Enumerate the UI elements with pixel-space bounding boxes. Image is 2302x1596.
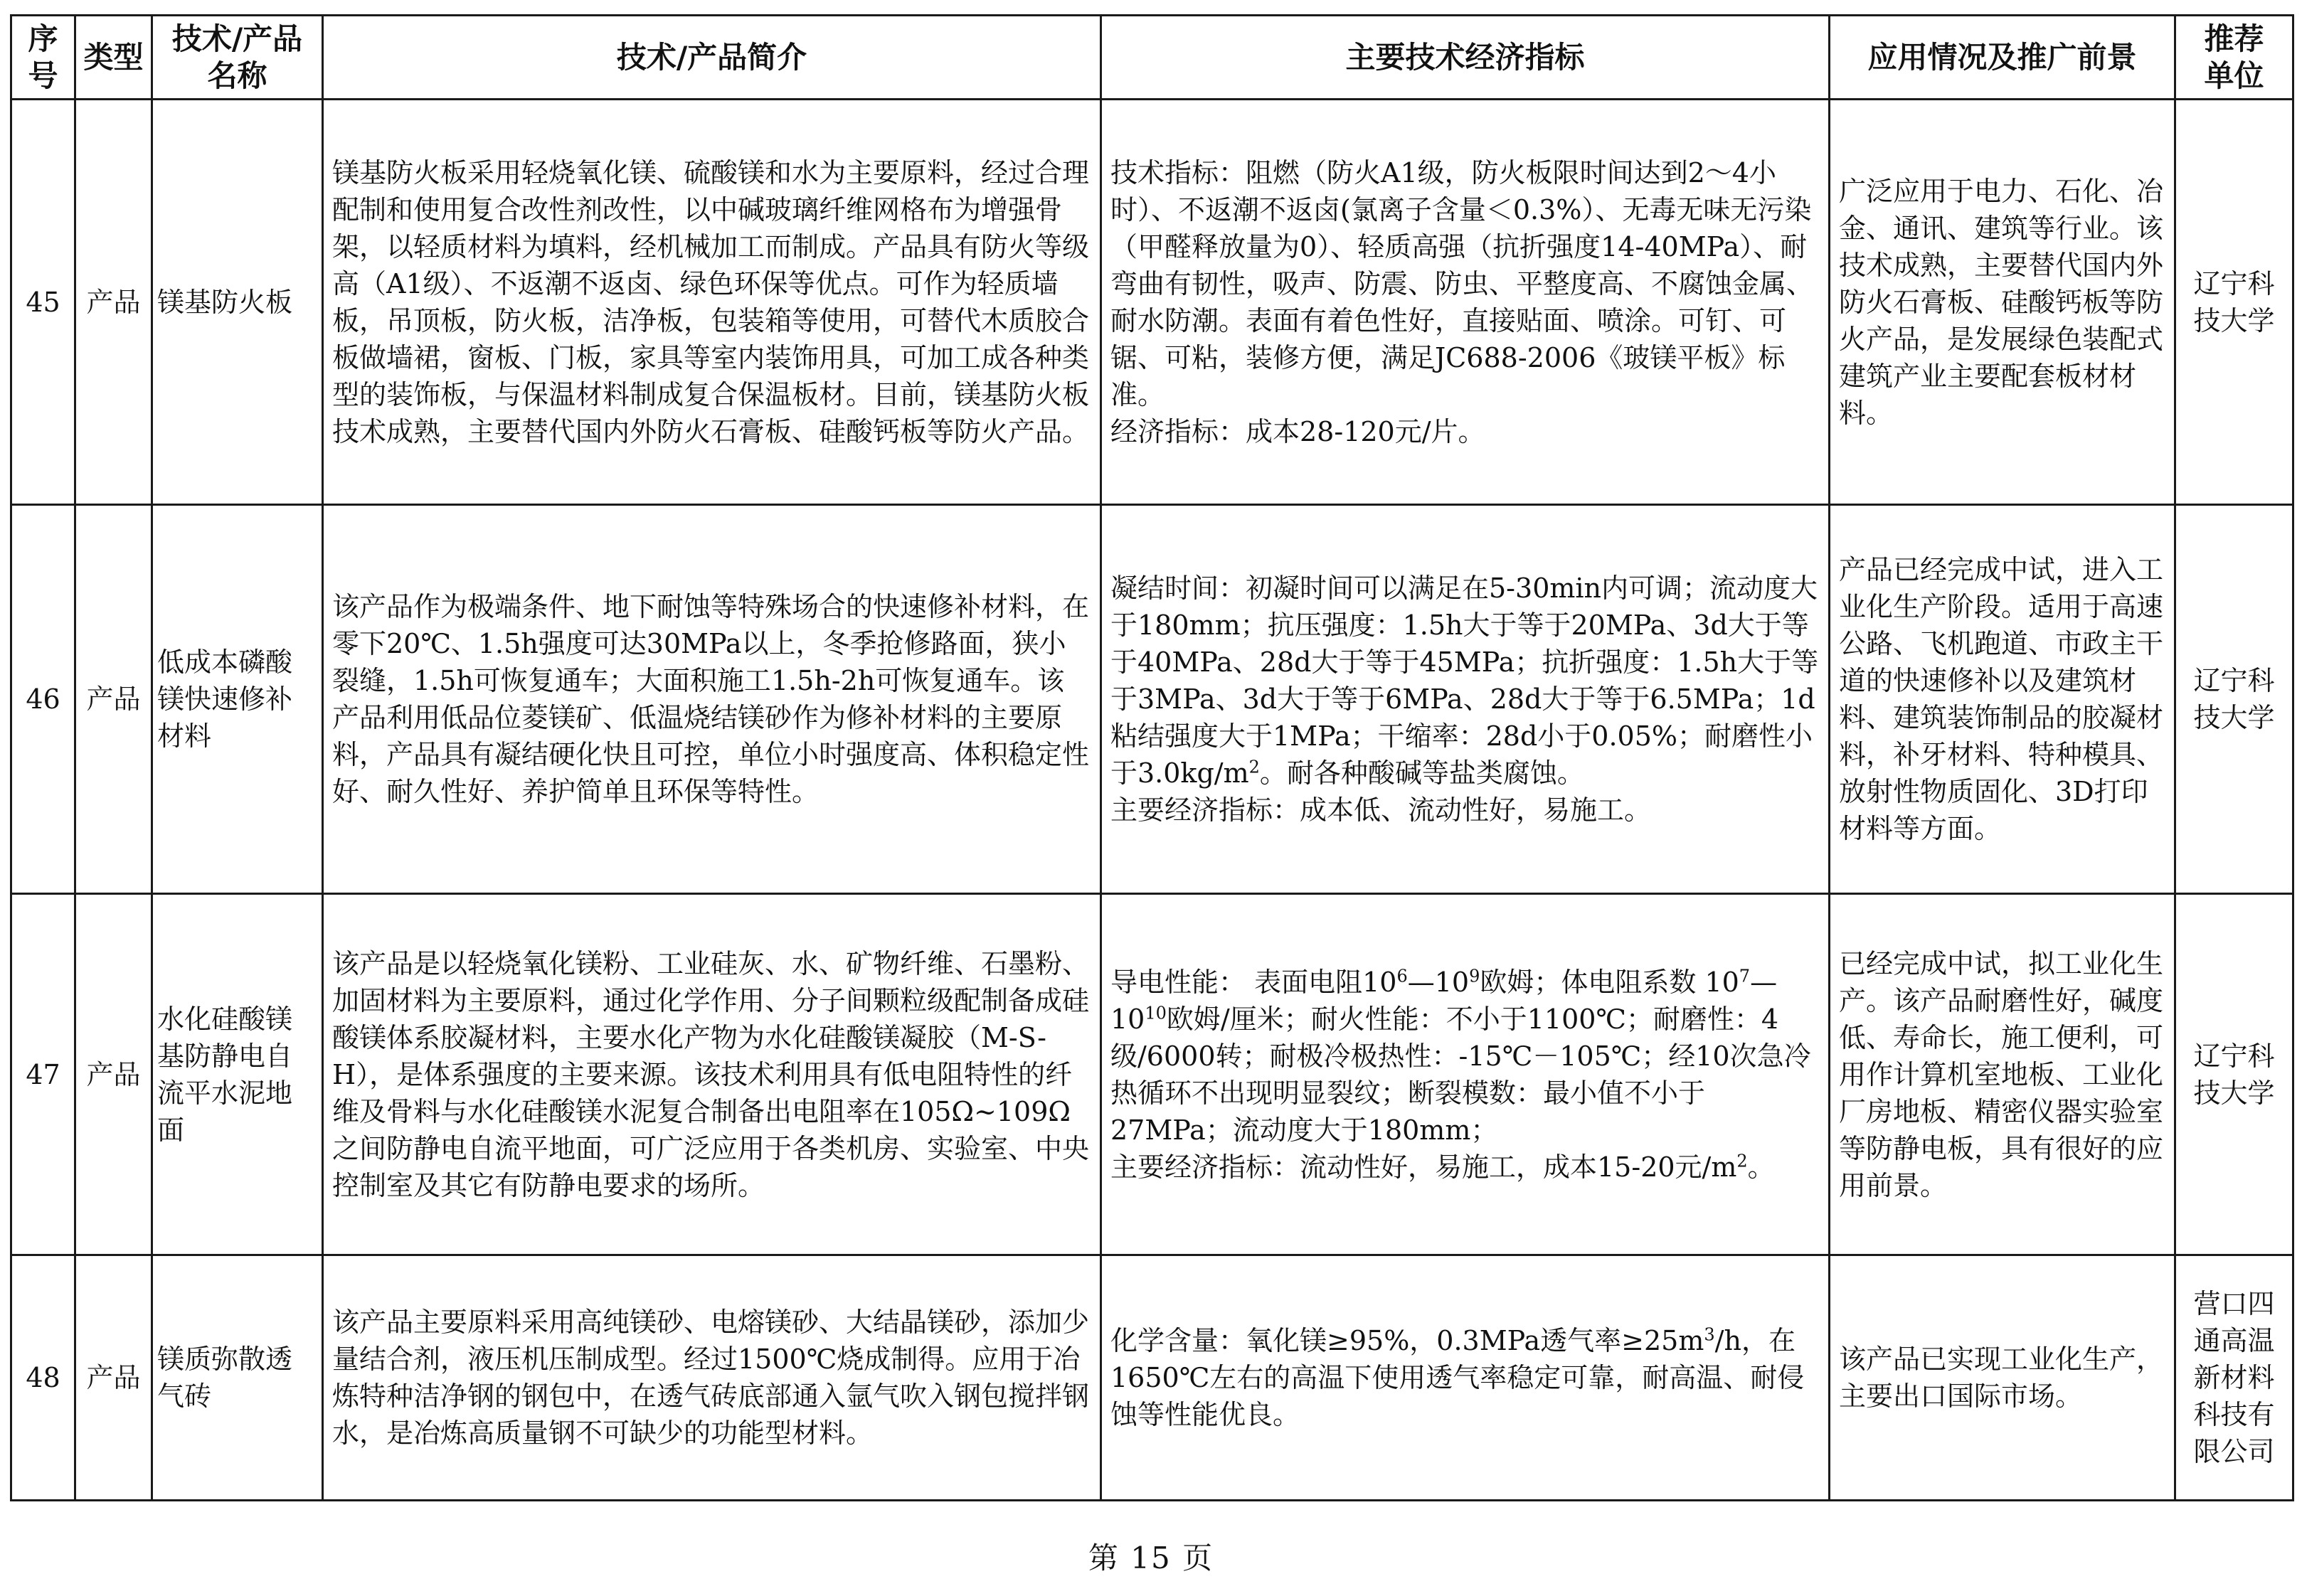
row-name: 镁基防火板 [152,100,323,505]
table-row [11,894,2293,1255]
row-number: 47 [11,894,75,1255]
row-name: 水化硅酸镁基防静电自流平水泥地面 [152,894,323,1255]
row-type: 产品 [75,894,152,1255]
row-name: 低成本磷酸镁快速修补材料 [152,505,323,894]
row-application: 该产品已实现工业化生产，主要出口国际市场。 [1830,1255,2175,1501]
metrics-economic: 经济指标：成本28-120元/片。 [1110,415,1485,447]
metrics-technical: 技术指标：阻燃（防火A1级，防火板限时间达到2～4小时）、不返潮不返卤(氯离子含量＜0.3%）、无毒无味无污染（甲醛释放量为0）、轻质高强（抗折强度14-40MPa）、耐弯曲有韧性，吸声、防震、防虫、平整度高、不腐蚀金属、耐水防潮。表面有着色性好，直接贴面、喷涂。可钉、可锯、可粘，装修方便，满足JC688-2006《玻镁平板》标准。 [1110,156,1814,410]
row-recommender: 营口四通高温新材料科技有限公司 [2175,1255,2293,1501]
header-metrics: 主要技术经济指标 [1101,16,1830,100]
table-row [11,100,2293,505]
row-recommender: 辽宁科技大学 [2175,100,2293,505]
row-metrics [1101,1255,1830,1501]
metrics-economic: 主要经济指标：流动性好，易施工，成本15-20元$/m^2$。 [1110,1150,1775,1183]
metrics-technical: 化学含量：氧化镁≥95%，0.3MPa透气率$\ge 25m^3/h$，在1650℃左右的高温下使用透气率稳定可靠，耐高温、耐侵蚀等性能优良。 [1110,1324,1805,1430]
row-application: 产品已经完成中试，进入工业化生产阶段。适用于高速公路、飞机跑道、市政主干道的快速修补以及建筑材料、建筑装饰制品的胶凝材料，补牙材料、特种模具、放射性物质固化、3D打印材料等方面。 [1830,505,2175,894]
product-table [10,14,2294,1501]
row-type: 产品 [75,100,152,505]
header-intro: 技术/产品简介 [323,16,1101,100]
header-application: 应用情况及推广前景 [1830,16,2175,100]
table-row [11,1255,2293,1501]
header-recommender: 推荐单位 [2175,16,2293,100]
row-metrics [1101,100,1830,505]
row-application: 广泛应用于电力、石化、冶金、通讯、建筑等行业。该技术成熟，主要替代国内外防火石膏板、硅酸钙板等防火产品，是发展绿色装配式建筑产业主要配套板材材料。 [1830,100,2175,505]
row-type: 产品 [75,1255,152,1501]
page-number: 第 15 页 [1088,1541,1214,1575]
metrics-technical: 凝结时间：初凝时间可以满足在5-30min内可调；流动度大于180mm；抗压强度：1.5h大于等于20MPa、3d大于等于40MPa、28d大于等于45MPa；抗折强度：1.5h大于等于3MPa、3d大于等于6MPa、28d大于等于6.5MPa；1d粘结强度大于1MPa；干缩率：28d小于0.05%；耐磨性小于$3.0kg/m^2$。耐各种酸碱等盐类腐蚀。 [1110,573,1819,789]
row-name: 镁质弥散透气砖 [152,1255,323,1501]
header-no: 序号 [11,16,75,100]
row-number: 48 [11,1255,75,1501]
row-intro: 该产品是以轻烧氧化镁粉、工业硅灰、水、矿物纤维、石墨粉、加固材料为主要原料，通过化学作用、分子间颗粒级配制备成硅酸镁体系胶凝材料，主要水化产物为水化硅酸镁凝胶（M-S-H），是体系强度的主要来源。该技术利用具有低电阻特性的纤维及骨料与水化硅酸镁水泥复合制备出电阻率在105Ω~109Ω之间防静电自流平地面，可广泛应用于各类机房、实验室、中央控制室及其它有防静电要求的场所。 [323,894,1101,1255]
row-number: 46 [11,505,75,894]
row-recommender: 辽宁科技大学 [2175,894,2293,1255]
header-row [11,16,2293,100]
row-intro: 该产品主要原料采用高纯镁砂、电熔镁砂、大结晶镁砂，添加少量结合剂，液压机压制成型。经过1500℃烧成制得。应用于冶炼特种洁净钢的钢包中，在透气砖底部通入氩气吹入钢包搅拌钢水，是冶炼高质量钢不可缺少的功能型材料。 [323,1255,1101,1501]
row-type: 产品 [75,505,152,894]
table-row [11,505,2293,894]
header-name: 技术/产品名称 [152,16,323,100]
row-intro: 镁基防火板采用轻烧氧化镁、硫酸镁和水为主要原料，经过合理配制和使用复合改性剂改性，以中碱玻璃纤维网格布为增强骨架，以轻质材料为填料，经机械加工而制成。产品具有防火等级高（A1级）、不返潮不返卤、绿色环保等优点。可作为轻质墙板，吊顶板，防火板，洁净板，包装箱等使用，可替代木质胶合板做墙裙，窗板、门板，家具等室内装饰用具，可加工成各种类型的装饰板，与保温材料制成复合保温板材。目前，镁基防火板技术成熟，主要替代国内外防火石膏板、硅酸钙板等防火产品。 [323,100,1101,505]
row-metrics [1101,894,1830,1255]
header-type: 类型 [75,16,152,100]
row-number: 45 [11,100,75,505]
row-recommender: 辽宁科技大学 [2175,505,2293,894]
metrics-technical: 导电性能： 表面电阻$10^6—10^9$欧姆；体电阻系数 $10^7—10^{10}$欧姆/厘米；耐火性能：不小于1100℃；耐磨性：4级/6000转；耐极冷极热性：-15℃－105℃；经10次急冷热循环不出现明显裂纹；断裂模数：最小值不小于27MPa；流动度大于180mm； [1110,965,1811,1146]
row-intro: 该产品作为极端条件、地下耐蚀等特殊场合的快速修补材料，在零下20℃、1.5h强度可达30MPa以上，冬季抢修路面，狭小裂缝，1.5h可恢复通车；大面积施工1.5h-2h可恢复通车。该产品利用低品位菱镁矿、低温烧结镁砂作为修补材料的主要原料，产品具有凝结硬化快且可控，单位小时强度高、体积稳定性好、耐久性好、养护简单且环保等特性。 [323,505,1101,894]
metrics-economic: 主要经济指标：成本低、流动性好，易施工。 [1110,794,1652,826]
row-application: 已经完成中试，拟工业化生产。该产品耐磨性好，碱度低、寿命长，施工便利，可用作计算机室地板、工业化厂房地板、精密仪器实验室等防静电板，具有很好的应用前景。 [1830,894,2175,1255]
row-metrics [1101,505,1830,894]
